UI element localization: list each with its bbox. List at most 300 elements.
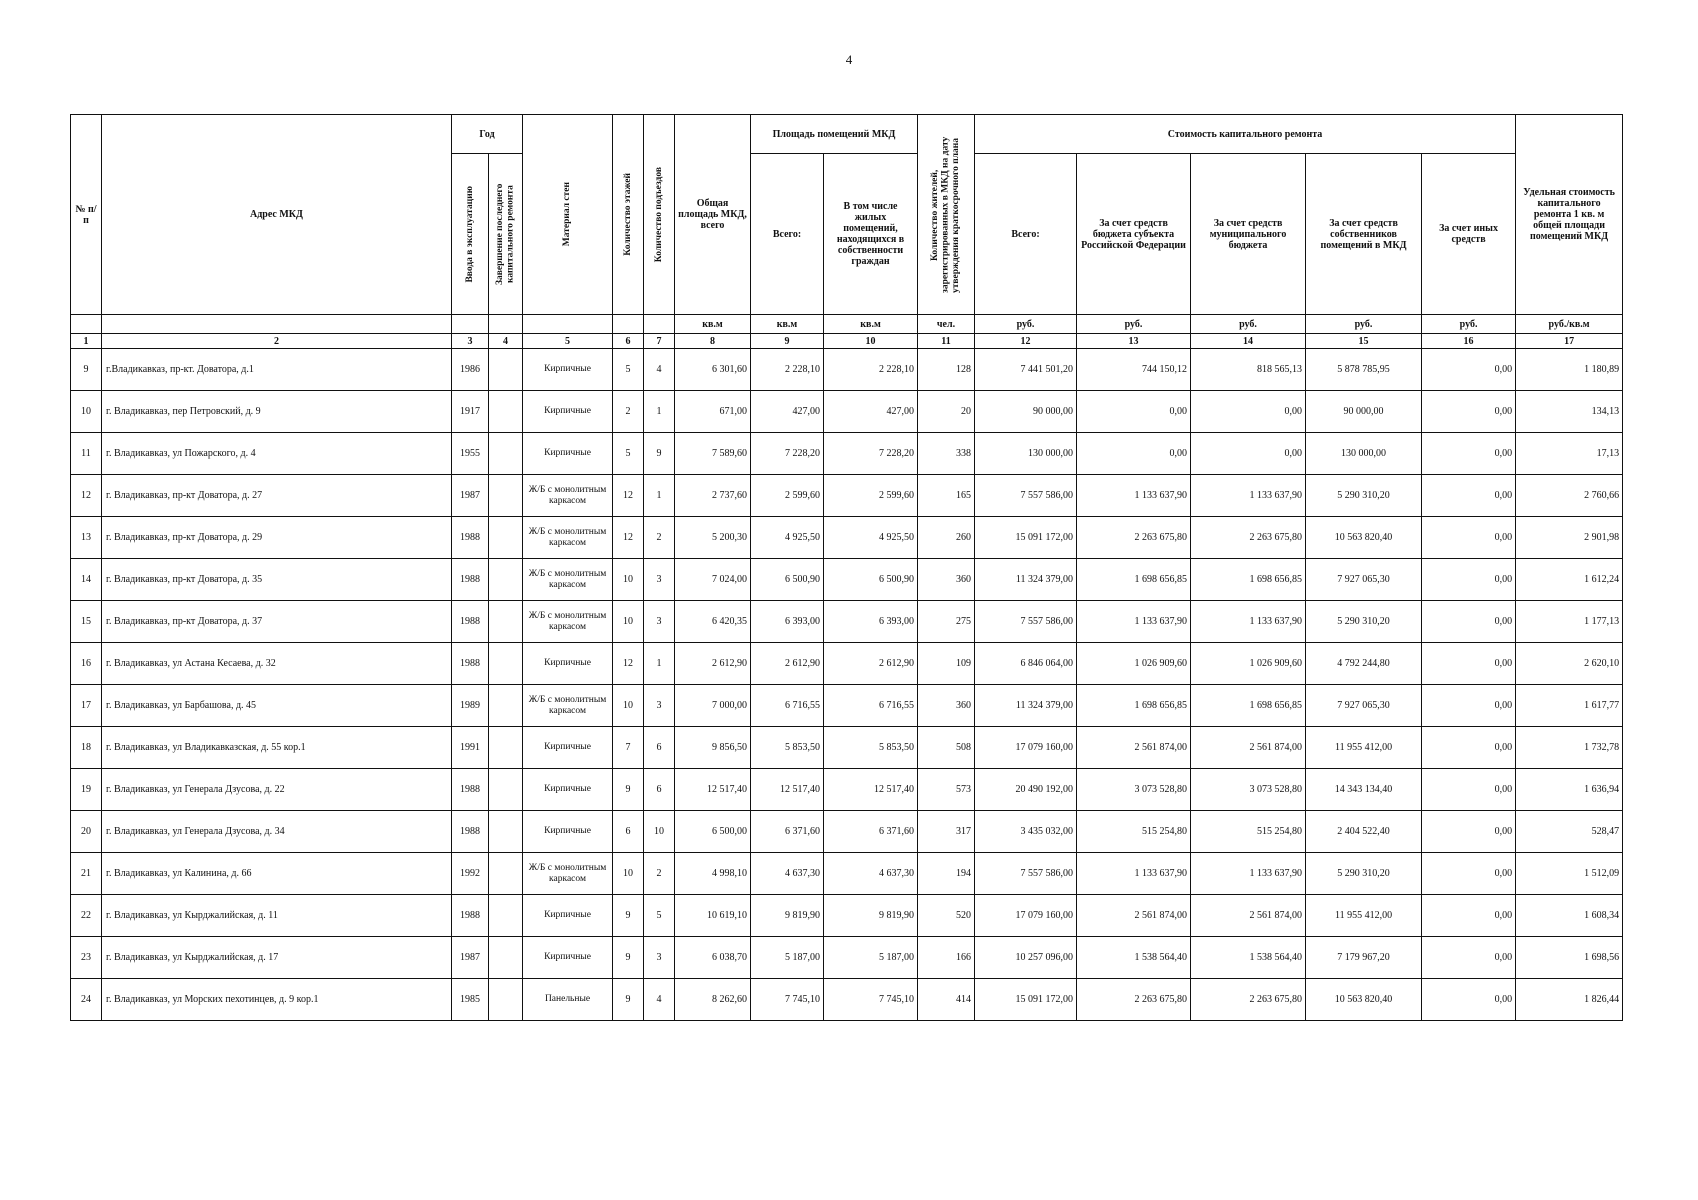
repair-plan-table-wrapper — [70, 114, 1623, 1021]
year-commission-cell: 1987 — [452, 937, 489, 979]
address-cell: г. Владикавказ, пр-кт Доватора, д. 37 — [102, 601, 452, 643]
column-number: 4 — [489, 334, 523, 349]
year-commission-cell: 1991 — [452, 727, 489, 769]
column-number: 14 — [1191, 334, 1306, 349]
cost-municipal-cell: 1 133 637,90 — [1191, 475, 1306, 517]
area-private-cell: 5 853,50 — [824, 727, 918, 769]
table-row — [71, 517, 1623, 559]
area-total-cell: 427,00 — [751, 391, 824, 433]
cost-municipal-cell: 3 073 528,80 — [1191, 769, 1306, 811]
area-total-cell: 6 716,55 — [751, 685, 824, 727]
unit-cell-empty — [644, 315, 675, 334]
unit-cost-cell: 1 608,34 — [1516, 895, 1623, 937]
table-row — [71, 391, 1623, 433]
header-cost-group: Стоимость капитального ремонта — [975, 115, 1516, 154]
cost-owners-cell: 2 404 522,40 — [1306, 811, 1422, 853]
floors-cell: 9 — [613, 895, 644, 937]
wall-material-cell: Кирпичные — [523, 349, 613, 391]
entrances-cell: 2 — [644, 853, 675, 895]
row-number: 20 — [71, 811, 102, 853]
unit-cost-cell: 528,47 — [1516, 811, 1623, 853]
unit-cost-cell: 1 180,89 — [1516, 349, 1623, 391]
year-last-repair-cell — [489, 853, 523, 895]
entrances-cell: 3 — [644, 685, 675, 727]
cost-other-cell: 0,00 — [1422, 643, 1516, 685]
cost-other-cell: 0,00 — [1422, 769, 1516, 811]
address-cell: г. Владикавказ, ул Генерала Дзусова, д. 22 — [102, 769, 452, 811]
units-row — [71, 315, 1623, 334]
entrances-cell: 1 — [644, 475, 675, 517]
area-total-cell: 2 612,90 — [751, 643, 824, 685]
header-num: № п/п — [71, 115, 102, 315]
header-cost-owners: За счет средств собственников помещений в МКД — [1306, 154, 1422, 315]
wall-material-cell: Панельные — [523, 979, 613, 1021]
address-cell: г. Владикавказ, пр-кт Доватора, д. 29 — [102, 517, 452, 559]
cost-total-cell: 20 490 192,00 — [975, 769, 1077, 811]
page-number: 4 — [845, 52, 853, 67]
area-total-cell: 6 393,00 — [751, 601, 824, 643]
header-year-last-repair — [489, 154, 523, 315]
floors-cell: 7 — [613, 727, 644, 769]
row-number: 23 — [71, 937, 102, 979]
cost-owners-cell: 7 927 065,30 — [1306, 685, 1422, 727]
cost-owners-cell: 7 179 967,20 — [1306, 937, 1422, 979]
header-total-area: Общая площадь МКД, всего — [675, 115, 751, 315]
column-number: 11 — [918, 334, 975, 349]
area-private-cell: 9 819,90 — [824, 895, 918, 937]
row-number: 11 — [71, 433, 102, 475]
cost-municipal-cell: 1 026 909,60 — [1191, 643, 1306, 685]
wall-material-cell: Ж/Б с монолитным каркасом — [523, 601, 613, 643]
cost-municipal-cell: 1 698 656,85 — [1191, 559, 1306, 601]
header-row-1 — [71, 115, 1623, 154]
row-number: 21 — [71, 853, 102, 895]
entrances-cell: 5 — [644, 895, 675, 937]
year-commission-cell: 1955 — [452, 433, 489, 475]
area-private-cell: 2 228,10 — [824, 349, 918, 391]
year-last-repair-cell — [489, 559, 523, 601]
area-private-cell: 7 745,10 — [824, 979, 918, 1021]
wall-material-cell: Кирпичные — [523, 769, 613, 811]
unit-cost-cell: 1 512,09 — [1516, 853, 1623, 895]
year-commission-cell: 1989 — [452, 685, 489, 727]
entrances-cell: 4 — [644, 349, 675, 391]
floors-cell: 10 — [613, 685, 644, 727]
total-area-cell: 5 200,30 — [675, 517, 751, 559]
address-cell: г. Владикавказ, пер Петровский, д. 9 — [102, 391, 452, 433]
entrances-cell: 1 — [644, 391, 675, 433]
cost-municipal-cell: 0,00 — [1191, 433, 1306, 475]
wall-material-cell: Ж/Б с монолитным каркасом — [523, 559, 613, 601]
area-private-cell: 2 612,90 — [824, 643, 918, 685]
table-row — [71, 769, 1623, 811]
year-last-repair-cell — [489, 769, 523, 811]
area-private-cell: 6 393,00 — [824, 601, 918, 643]
table-row — [71, 895, 1623, 937]
row-number: 18 — [71, 727, 102, 769]
residents-cell: 338 — [918, 433, 975, 475]
address-cell: г.Владикавказ, пр-кт. Доватора, д.1 — [102, 349, 452, 391]
cost-municipal-cell: 515 254,80 — [1191, 811, 1306, 853]
wall-material-cell: Кирпичные — [523, 811, 613, 853]
area-private-cell: 6 371,60 — [824, 811, 918, 853]
header-entrances-text: Количество подъездов — [653, 166, 664, 263]
entrances-cell: 10 — [644, 811, 675, 853]
header-year-commission — [452, 154, 489, 315]
header-area-group: Площадь помещений МКД — [751, 115, 918, 154]
area-private-cell: 12 517,40 — [824, 769, 918, 811]
floors-cell: 5 — [613, 349, 644, 391]
floors-cell: 12 — [613, 643, 644, 685]
unit-cell: кв.м — [675, 315, 751, 334]
entrances-cell: 3 — [644, 601, 675, 643]
row-number: 17 — [71, 685, 102, 727]
table-row — [71, 979, 1623, 1021]
floors-cell: 6 — [613, 811, 644, 853]
entrances-cell: 6 — [644, 727, 675, 769]
cost-federal-cell: 2 263 675,80 — [1077, 517, 1191, 559]
address-cell: г. Владикавказ, ул Владикавказская, д. 55 кор.1 — [102, 727, 452, 769]
residents-cell: 414 — [918, 979, 975, 1021]
address-cell: г. Владикавказ, ул Пожарского, д. 4 — [102, 433, 452, 475]
header-cost-other: За счет иных средств — [1422, 154, 1516, 315]
total-area-cell: 12 517,40 — [675, 769, 751, 811]
area-total-cell: 6 371,60 — [751, 811, 824, 853]
cost-total-cell: 90 000,00 — [975, 391, 1077, 433]
cost-other-cell: 0,00 — [1422, 601, 1516, 643]
cost-total-cell: 7 441 501,20 — [975, 349, 1077, 391]
header-residents-text: Количество жителей, зарегистрированных в МКД на дату утверждения краткосрочного плана — [930, 136, 962, 293]
cost-federal-cell: 1 133 637,90 — [1077, 853, 1191, 895]
column-number: 13 — [1077, 334, 1191, 349]
area-total-cell: 9 819,90 — [751, 895, 824, 937]
total-area-cell: 8 262,60 — [675, 979, 751, 1021]
wall-material-cell: Кирпичные — [523, 643, 613, 685]
row-number: 19 — [71, 769, 102, 811]
total-area-cell: 2 737,60 — [675, 475, 751, 517]
column-number: 17 — [1516, 334, 1623, 349]
wall-material-cell: Ж/Б с монолитным каркасом — [523, 685, 613, 727]
address-cell: г. Владикавказ, ул Астана Кесаева, д. 32 — [102, 643, 452, 685]
header-unit-cost: Удельная стоимость капитального ремонта 1 кв. м общей площади помещений МКД — [1516, 115, 1623, 315]
header-year-commission-text: Ввода в эксплуатацию — [464, 185, 475, 283]
total-area-cell: 7 024,00 — [675, 559, 751, 601]
cost-total-cell: 3 435 032,00 — [975, 811, 1077, 853]
cost-federal-cell: 744 150,12 — [1077, 349, 1191, 391]
year-commission-cell: 1988 — [452, 769, 489, 811]
cost-federal-cell: 515 254,80 — [1077, 811, 1191, 853]
floors-cell: 10 — [613, 853, 644, 895]
floors-cell: 10 — [613, 601, 644, 643]
cost-total-cell: 7 557 586,00 — [975, 475, 1077, 517]
residents-cell: 128 — [918, 349, 975, 391]
cost-municipal-cell: 2 561 874,00 — [1191, 895, 1306, 937]
table-row — [71, 475, 1623, 517]
cost-municipal-cell: 1 133 637,90 — [1191, 853, 1306, 895]
year-commission-cell: 1988 — [452, 559, 489, 601]
area-total-cell: 7 745,10 — [751, 979, 824, 1021]
unit-cost-cell: 1 612,24 — [1516, 559, 1623, 601]
header-entrances — [644, 115, 675, 315]
table-row — [71, 811, 1623, 853]
table-row — [71, 727, 1623, 769]
table-row — [71, 643, 1623, 685]
row-number: 10 — [71, 391, 102, 433]
residents-cell: 520 — [918, 895, 975, 937]
cost-other-cell: 0,00 — [1422, 853, 1516, 895]
year-last-repair-cell — [489, 643, 523, 685]
header-cost-municipal: За счет средств муниципального бюджета — [1191, 154, 1306, 315]
year-last-repair-cell — [489, 349, 523, 391]
year-last-repair-cell — [489, 685, 523, 727]
area-total-cell: 2 228,10 — [751, 349, 824, 391]
unit-cost-cell: 1 698,56 — [1516, 937, 1623, 979]
cost-municipal-cell: 2 561 874,00 — [1191, 727, 1306, 769]
header-address: Адрес МКД — [102, 115, 452, 315]
unit-cost-cell: 2 760,66 — [1516, 475, 1623, 517]
total-area-cell: 6 301,60 — [675, 349, 751, 391]
floors-cell: 12 — [613, 475, 644, 517]
residents-cell: 109 — [918, 643, 975, 685]
unit-cost-cell: 1 617,77 — [1516, 685, 1623, 727]
year-last-repair-cell — [489, 937, 523, 979]
wall-material-cell: Кирпичные — [523, 937, 613, 979]
area-private-cell: 7 228,20 — [824, 433, 918, 475]
wall-material-cell: Ж/Б с монолитным каркасом — [523, 475, 613, 517]
year-last-repair-cell — [489, 517, 523, 559]
header-floors-text: Количество этажей — [622, 173, 633, 256]
year-commission-cell: 1985 — [452, 979, 489, 1021]
residents-cell: 194 — [918, 853, 975, 895]
unit-cost-cell: 17,13 — [1516, 433, 1623, 475]
year-commission-cell: 1986 — [452, 349, 489, 391]
header-wall-material — [523, 115, 613, 315]
cost-municipal-cell: 2 263 675,80 — [1191, 517, 1306, 559]
cost-owners-cell: 5 878 785,95 — [1306, 349, 1422, 391]
cost-other-cell: 0,00 — [1422, 559, 1516, 601]
cost-federal-cell: 0,00 — [1077, 433, 1191, 475]
cost-total-cell: 6 846 064,00 — [975, 643, 1077, 685]
total-area-cell: 7 000,00 — [675, 685, 751, 727]
table-row — [71, 349, 1623, 391]
unit-cell: кв.м — [824, 315, 918, 334]
cost-federal-cell: 1 133 637,90 — [1077, 601, 1191, 643]
total-area-cell: 671,00 — [675, 391, 751, 433]
cost-total-cell: 17 079 160,00 — [975, 727, 1077, 769]
address-cell: г. Владикавказ, ул Калинина, д. 66 — [102, 853, 452, 895]
year-last-repair-cell — [489, 601, 523, 643]
unit-cost-cell: 134,13 — [1516, 391, 1623, 433]
cost-owners-cell: 14 343 134,40 — [1306, 769, 1422, 811]
residents-cell: 260 — [918, 517, 975, 559]
header-cost-federal: За счет средств бюджета субъекта Российской Федерации — [1077, 154, 1191, 315]
column-number: 8 — [675, 334, 751, 349]
table-body — [71, 349, 1623, 1021]
area-total-cell: 6 500,90 — [751, 559, 824, 601]
unit-cost-cell: 2 901,98 — [1516, 517, 1623, 559]
unit-cell-empty — [613, 315, 644, 334]
entrances-cell: 4 — [644, 979, 675, 1021]
cost-federal-cell: 1 538 564,40 — [1077, 937, 1191, 979]
floors-cell: 12 — [613, 517, 644, 559]
area-private-cell: 5 187,00 — [824, 937, 918, 979]
cost-owners-cell: 5 290 310,20 — [1306, 853, 1422, 895]
total-area-cell: 6 038,70 — [675, 937, 751, 979]
total-area-cell: 7 589,60 — [675, 433, 751, 475]
cost-other-cell: 0,00 — [1422, 937, 1516, 979]
address-cell: г. Владикавказ, ул Барбашова, д. 45 — [102, 685, 452, 727]
cost-owners-cell: 5 290 310,20 — [1306, 475, 1422, 517]
unit-cost-cell: 1 826,44 — [1516, 979, 1623, 1021]
row-number: 9 — [71, 349, 102, 391]
cost-total-cell: 10 257 096,00 — [975, 937, 1077, 979]
unit-cell: руб. — [975, 315, 1077, 334]
residents-cell: 360 — [918, 559, 975, 601]
year-last-repair-cell — [489, 475, 523, 517]
address-cell: г. Владикавказ, ул Кырджалийская, д. 11 — [102, 895, 452, 937]
cost-total-cell: 130 000,00 — [975, 433, 1077, 475]
unit-cell-empty — [71, 315, 102, 334]
header-cost-total: Всего: — [975, 154, 1077, 315]
cost-owners-cell: 10 563 820,40 — [1306, 979, 1422, 1021]
cost-owners-cell: 5 290 310,20 — [1306, 601, 1422, 643]
area-total-cell: 7 228,20 — [751, 433, 824, 475]
table-row — [71, 433, 1623, 475]
cost-federal-cell: 1 026 909,60 — [1077, 643, 1191, 685]
cost-other-cell: 0,00 — [1422, 391, 1516, 433]
floors-cell: 9 — [613, 979, 644, 1021]
area-total-cell: 5 187,00 — [751, 937, 824, 979]
floors-cell: 2 — [613, 391, 644, 433]
cost-municipal-cell: 1 133 637,90 — [1191, 601, 1306, 643]
column-number: 3 — [452, 334, 489, 349]
wall-material-cell: Ж/Б с монолитным каркасом — [523, 517, 613, 559]
year-commission-cell: 1917 — [452, 391, 489, 433]
unit-cost-cell: 1 177,13 — [1516, 601, 1623, 643]
address-cell: г. Владикавказ, ул Генерала Дзусова, д. 34 — [102, 811, 452, 853]
table-row — [71, 937, 1623, 979]
cost-total-cell: 11 324 379,00 — [975, 685, 1077, 727]
year-last-repair-cell — [489, 979, 523, 1021]
column-number: 15 — [1306, 334, 1422, 349]
cost-other-cell: 0,00 — [1422, 811, 1516, 853]
year-last-repair-cell — [489, 895, 523, 937]
cost-other-cell: 0,00 — [1422, 517, 1516, 559]
cost-federal-cell: 2 561 874,00 — [1077, 895, 1191, 937]
floors-cell: 9 — [613, 937, 644, 979]
header-wall-material-text: Материал стен — [562, 182, 573, 247]
total-area-cell: 9 856,50 — [675, 727, 751, 769]
unit-cell: руб./кв.м — [1516, 315, 1623, 334]
residents-cell: 317 — [918, 811, 975, 853]
cost-other-cell: 0,00 — [1422, 895, 1516, 937]
cost-federal-cell: 1 698 656,85 — [1077, 685, 1191, 727]
cost-federal-cell: 2 561 874,00 — [1077, 727, 1191, 769]
total-area-cell: 2 612,90 — [675, 643, 751, 685]
wall-material-cell: Кирпичные — [523, 895, 613, 937]
header-year-last-repair-text: Завершение последнего капитального ремонта — [495, 183, 516, 285]
row-number: 22 — [71, 895, 102, 937]
cost-municipal-cell: 818 565,13 — [1191, 349, 1306, 391]
year-last-repair-cell — [489, 727, 523, 769]
address-cell: г. Владикавказ, ул Кырджалийская, д. 17 — [102, 937, 452, 979]
year-commission-cell: 1988 — [452, 895, 489, 937]
residents-cell: 360 — [918, 685, 975, 727]
cost-owners-cell: 7 927 065,30 — [1306, 559, 1422, 601]
floors-cell: 9 — [613, 769, 644, 811]
wall-material-cell: Кирпичные — [523, 727, 613, 769]
cost-other-cell: 0,00 — [1422, 727, 1516, 769]
year-commission-cell: 1987 — [452, 475, 489, 517]
entrances-cell: 3 — [644, 559, 675, 601]
wall-material-cell: Ж/Б с монолитным каркасом — [523, 853, 613, 895]
header-residents — [918, 115, 975, 315]
column-number: 10 — [824, 334, 918, 349]
column-number: 1 — [71, 334, 102, 349]
cost-municipal-cell: 1 698 656,85 — [1191, 685, 1306, 727]
unit-cost-cell: 1 732,78 — [1516, 727, 1623, 769]
unit-cell-empty — [452, 315, 489, 334]
unit-cost-cell: 2 620,10 — [1516, 643, 1623, 685]
year-commission-cell: 1988 — [452, 811, 489, 853]
cost-total-cell: 15 091 172,00 — [975, 979, 1077, 1021]
unit-cell: руб. — [1077, 315, 1191, 334]
unit-cell: кв.м — [751, 315, 824, 334]
area-private-cell: 4 637,30 — [824, 853, 918, 895]
row-number: 14 — [71, 559, 102, 601]
area-private-cell: 4 925,50 — [824, 517, 918, 559]
cost-municipal-cell: 2 263 675,80 — [1191, 979, 1306, 1021]
residents-cell: 275 — [918, 601, 975, 643]
area-private-cell: 427,00 — [824, 391, 918, 433]
year-commission-cell: 1988 — [452, 601, 489, 643]
entrances-cell: 1 — [644, 643, 675, 685]
total-area-cell: 10 619,10 — [675, 895, 751, 937]
area-private-cell: 6 716,55 — [824, 685, 918, 727]
column-numbers-row — [71, 334, 1623, 349]
column-number: 12 — [975, 334, 1077, 349]
header-area-total: Всего: — [751, 154, 824, 315]
row-number: 15 — [71, 601, 102, 643]
entrances-cell: 3 — [644, 937, 675, 979]
cost-federal-cell: 1 698 656,85 — [1077, 559, 1191, 601]
area-private-cell: 2 599,60 — [824, 475, 918, 517]
cost-other-cell: 0,00 — [1422, 685, 1516, 727]
unit-cell: чел. — [918, 315, 975, 334]
area-total-cell: 4 925,50 — [751, 517, 824, 559]
year-last-repair-cell — [489, 391, 523, 433]
cost-federal-cell: 3 073 528,80 — [1077, 769, 1191, 811]
cost-owners-cell: 11 955 412,00 — [1306, 727, 1422, 769]
row-number: 16 — [71, 643, 102, 685]
unit-cell-empty — [489, 315, 523, 334]
total-area-cell: 6 420,35 — [675, 601, 751, 643]
address-cell: г. Владикавказ, пр-кт Доватора, д. 35 — [102, 559, 452, 601]
area-total-cell: 2 599,60 — [751, 475, 824, 517]
cost-other-cell: 0,00 — [1422, 979, 1516, 1021]
floors-cell: 10 — [613, 559, 644, 601]
area-private-cell: 6 500,90 — [824, 559, 918, 601]
cost-owners-cell: 90 000,00 — [1306, 391, 1422, 433]
column-number: 9 — [751, 334, 824, 349]
address-cell: г. Владикавказ, пр-кт Доватора, д. 27 — [102, 475, 452, 517]
unit-cost-cell: 1 636,94 — [1516, 769, 1623, 811]
row-number: 24 — [71, 979, 102, 1021]
row-number: 12 — [71, 475, 102, 517]
wall-material-cell: Кирпичные — [523, 391, 613, 433]
header-area-private: В том числе жилых помещений, находящихся в собственности граждан — [824, 154, 918, 315]
residents-cell: 165 — [918, 475, 975, 517]
